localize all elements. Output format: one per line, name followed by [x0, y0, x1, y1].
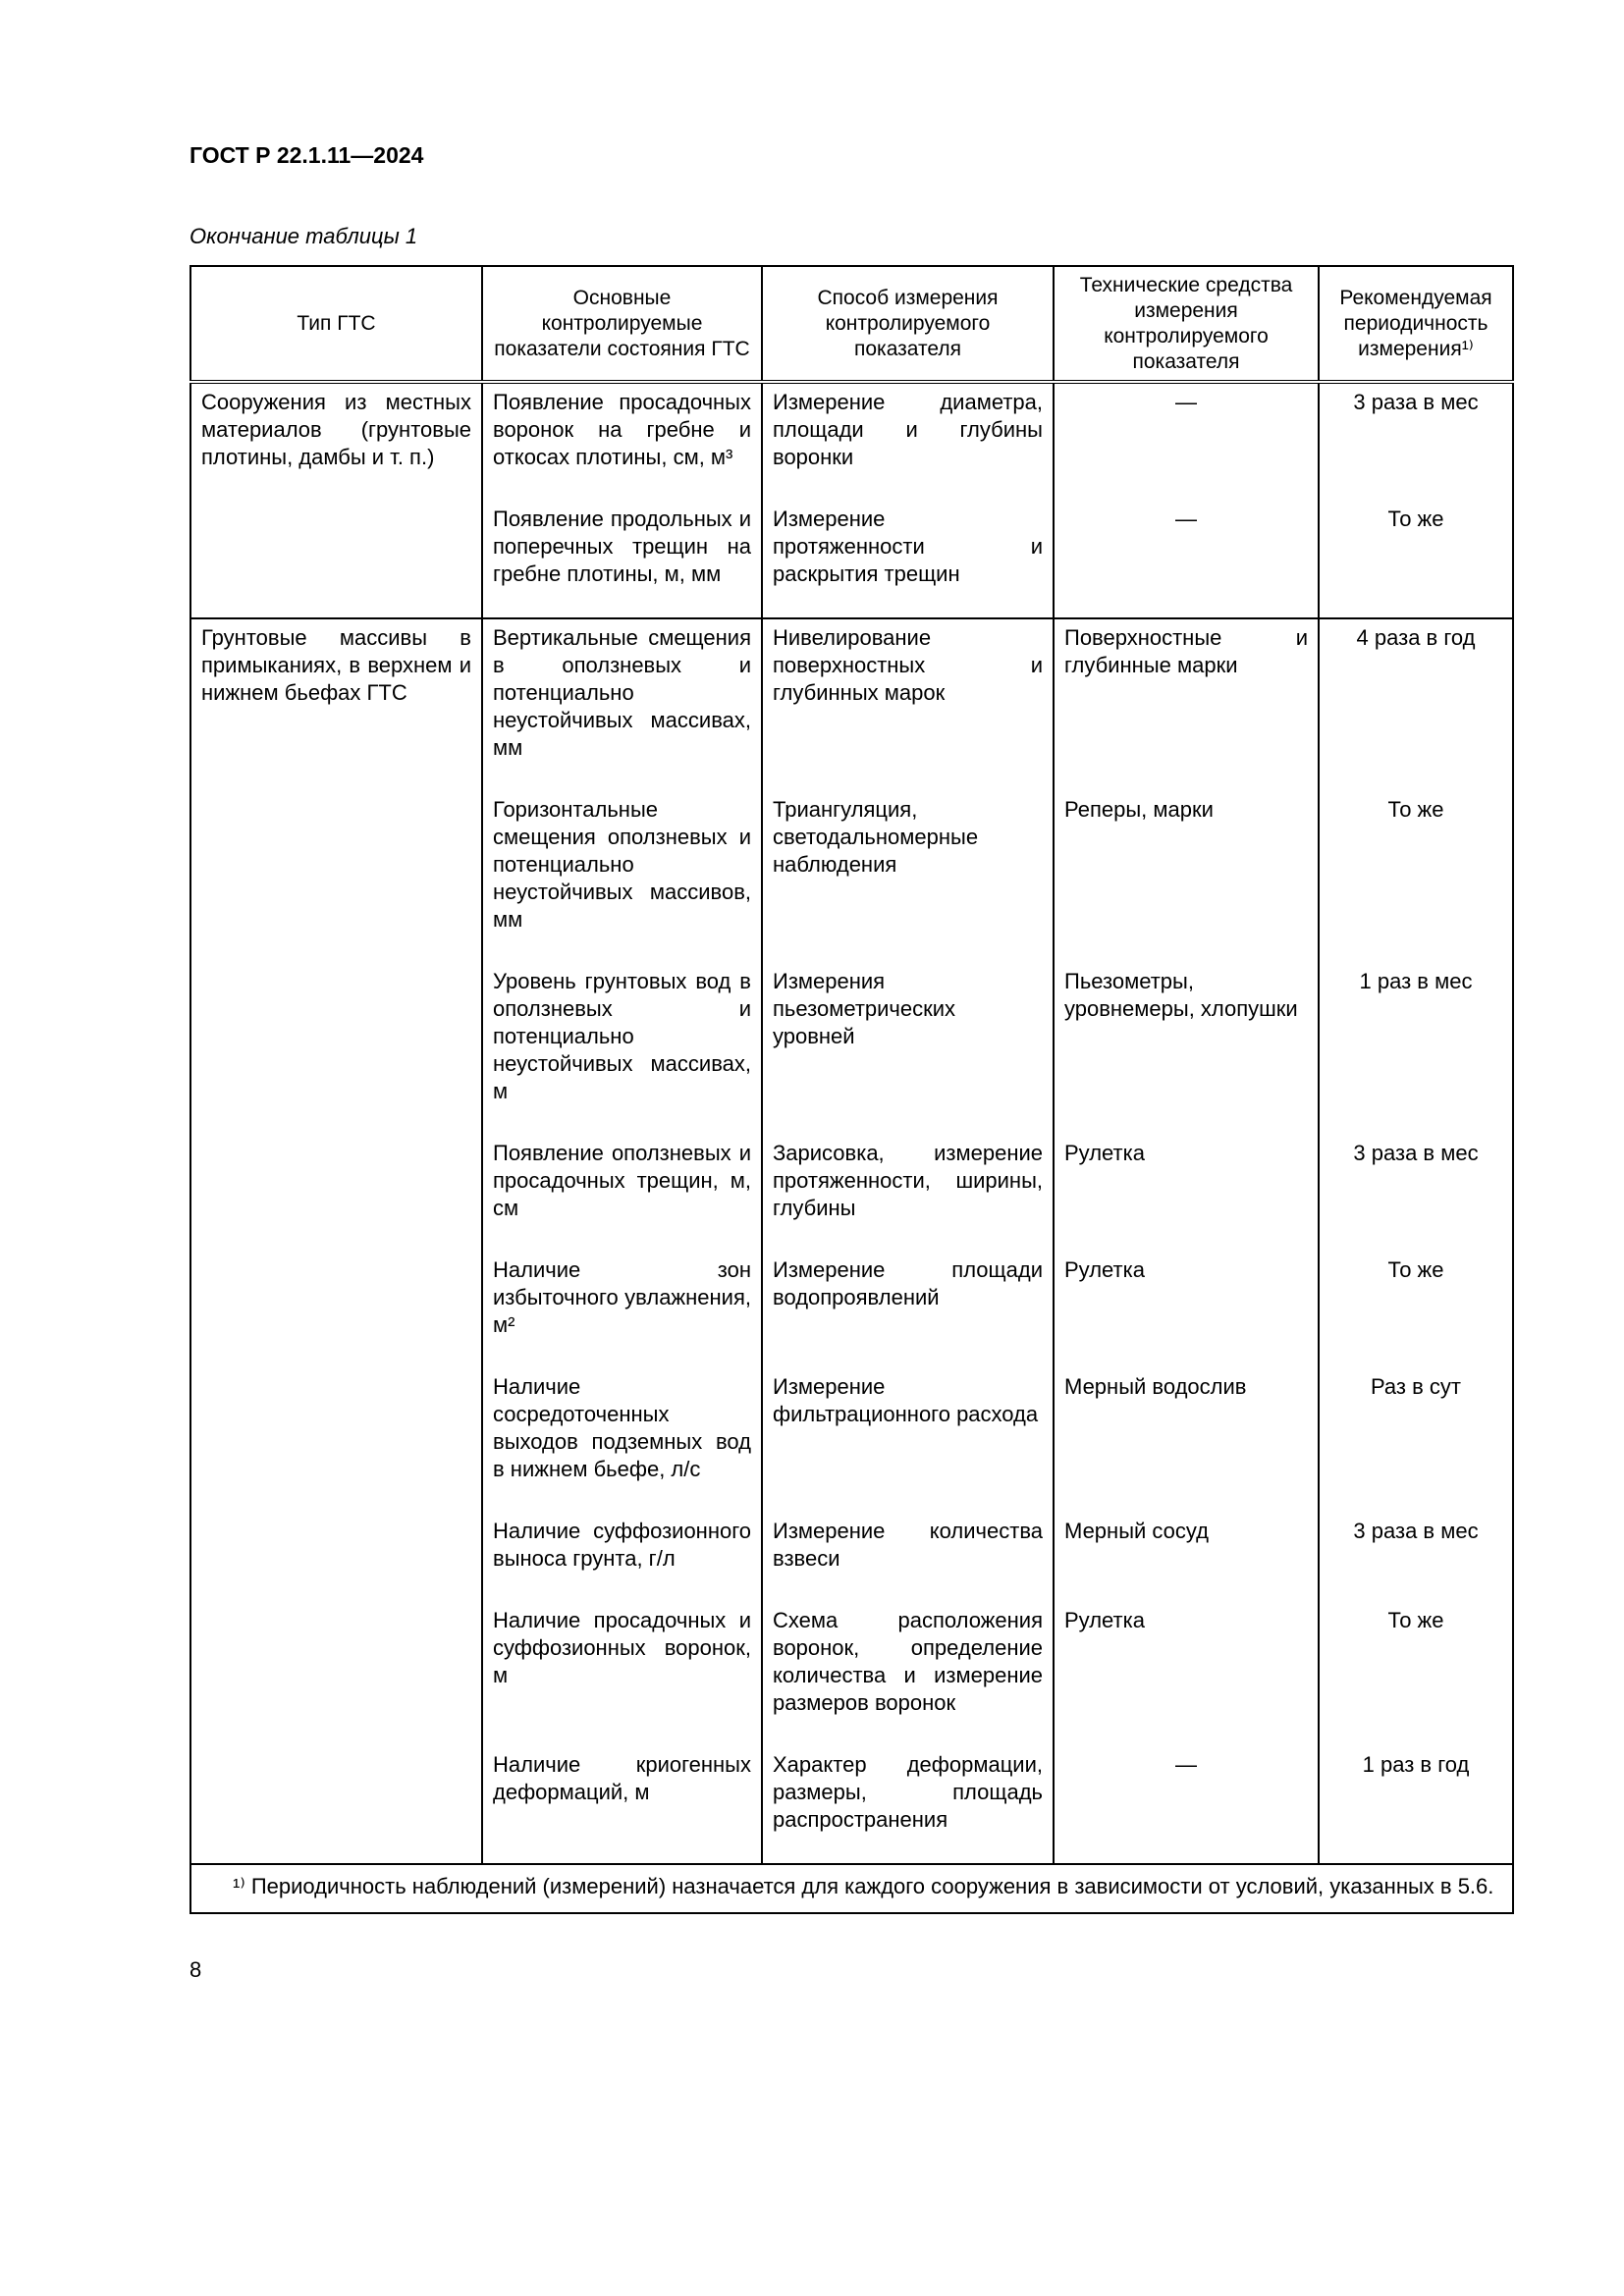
indicator-cell: Наличие сосредоточенных выходов подземных вод в нижнем бьефе, л/с — [482, 1368, 762, 1513]
method-cell: Нивелирование поверхностных и глубинных марок — [762, 618, 1054, 791]
frequency-cell: 3 раза в мес — [1319, 1513, 1513, 1602]
method-cell: Зарисовка, измерение протяженности, ширины, глубины — [762, 1135, 1054, 1252]
monitoring-table — [189, 265, 1514, 1914]
table-header-row — [190, 266, 1513, 382]
indicator-cell: Появление оползневых и просадочных трещин, м, см — [482, 1135, 762, 1252]
indicator-cell: Появление продольных и поперечных трещин на гребне плотины, м, мм — [482, 501, 762, 618]
frequency-cell: 4 раза в год — [1319, 618, 1513, 791]
frequency-cell: 3 раза в мес — [1319, 382, 1513, 501]
indicator-cell: Наличие криогенных деформаций, м — [482, 1746, 762, 1864]
column-header: Основные контролируемые показатели состояния ГТС — [482, 266, 762, 382]
indicator-cell: Появление просадочных воронок на гребне и откосах плотины, см, м³ — [482, 382, 762, 501]
means-cell: Мерный сосуд — [1054, 1513, 1319, 1602]
method-cell: Измерение фильтрационного расхода — [762, 1368, 1054, 1513]
table-row — [190, 382, 1513, 501]
page-number: 8 — [189, 1957, 202, 1982]
table-row — [190, 618, 1513, 791]
doc-code: ГОСТ Р 22.1.11—2024 — [189, 142, 424, 168]
indicator-cell: Уровень грунтовых вод в оползневых и потенциально неустойчивых массивах, м — [482, 963, 762, 1135]
means-cell: Мерный водослив — [1054, 1368, 1319, 1513]
method-cell: Измерение площади водопроявлений — [762, 1252, 1054, 1368]
frequency-cell: То же — [1319, 501, 1513, 618]
frequency-cell: То же — [1319, 1602, 1513, 1746]
column-header: Рекомендуемая периодичность измерения¹⁾ — [1319, 266, 1513, 382]
gts-type-cell: Сооружения из местных материалов (грунтовые плотины, дамбы и т. п.) — [190, 382, 482, 618]
table-footnote: ¹⁾ Периодичность наблюдений (измерений) назначается для каждого сооружения в зависимости от условий, указанных в 5.6. — [190, 1864, 1513, 1913]
means-cell: Поверхностные и глубинные марки — [1054, 618, 1319, 791]
method-cell: Измерение диаметра, площади и глубины воронки — [762, 382, 1054, 501]
means-cell: — — [1054, 382, 1319, 501]
table-body — [190, 382, 1513, 1864]
method-cell: Схема расположения воронок, определение количества и измерение размеров воронок — [762, 1602, 1054, 1746]
frequency-cell: 3 раза в мес — [1319, 1135, 1513, 1252]
indicator-cell: Наличие суффозионного выноса грунта, г/л — [482, 1513, 762, 1602]
means-cell: Рулетка — [1054, 1135, 1319, 1252]
frequency-cell: 1 раз в мес — [1319, 963, 1513, 1135]
means-cell: — — [1054, 501, 1319, 618]
indicator-cell: Наличие зон избыточного увлажнения, м² — [482, 1252, 762, 1368]
gts-type-cell: Грунтовые массивы в примыканиях, в верхнем и нижнем бьефах ГТС — [190, 618, 482, 1864]
means-cell: Пьезометры, уровнемеры, хлопушки — [1054, 963, 1319, 1135]
means-cell: — — [1054, 1746, 1319, 1864]
frequency-cell: То же — [1319, 791, 1513, 963]
frequency-cell: То же — [1319, 1252, 1513, 1368]
method-cell: Измерение протяженности и раскрытия трещин — [762, 501, 1054, 618]
column-header: Тип ГТС — [190, 266, 482, 382]
means-cell: Рулетка — [1054, 1602, 1319, 1746]
method-cell: Характер деформации, размеры, площадь распространения — [762, 1746, 1054, 1864]
indicator-cell: Наличие просадочных и суффозионных воронок, м — [482, 1602, 762, 1746]
column-header: Способ измерения контролируемого показателя — [762, 266, 1054, 382]
table-caption: Окончание таблицы 1 — [189, 224, 418, 248]
method-cell: Измерения пьезометрических уровней — [762, 963, 1054, 1135]
frequency-cell: Раз в сут — [1319, 1368, 1513, 1513]
frequency-cell: 1 раз в год — [1319, 1746, 1513, 1864]
method-cell: Измерение количества взвеси — [762, 1513, 1054, 1602]
means-cell: Реперы, марки — [1054, 791, 1319, 963]
footnote-row — [190, 1864, 1513, 1913]
method-cell: Триангуляция, светодальномерные наблюдения — [762, 791, 1054, 963]
indicator-cell: Вертикальные смещения в оползневых и потенциально неустойчивых массивах, мм — [482, 618, 762, 791]
means-cell: Рулетка — [1054, 1252, 1319, 1368]
column-header: Технические средства измерения контролируемого показателя — [1054, 266, 1319, 382]
indicator-cell: Горизонтальные смещения оползневых и потенциально неустойчивых массивов, мм — [482, 791, 762, 963]
